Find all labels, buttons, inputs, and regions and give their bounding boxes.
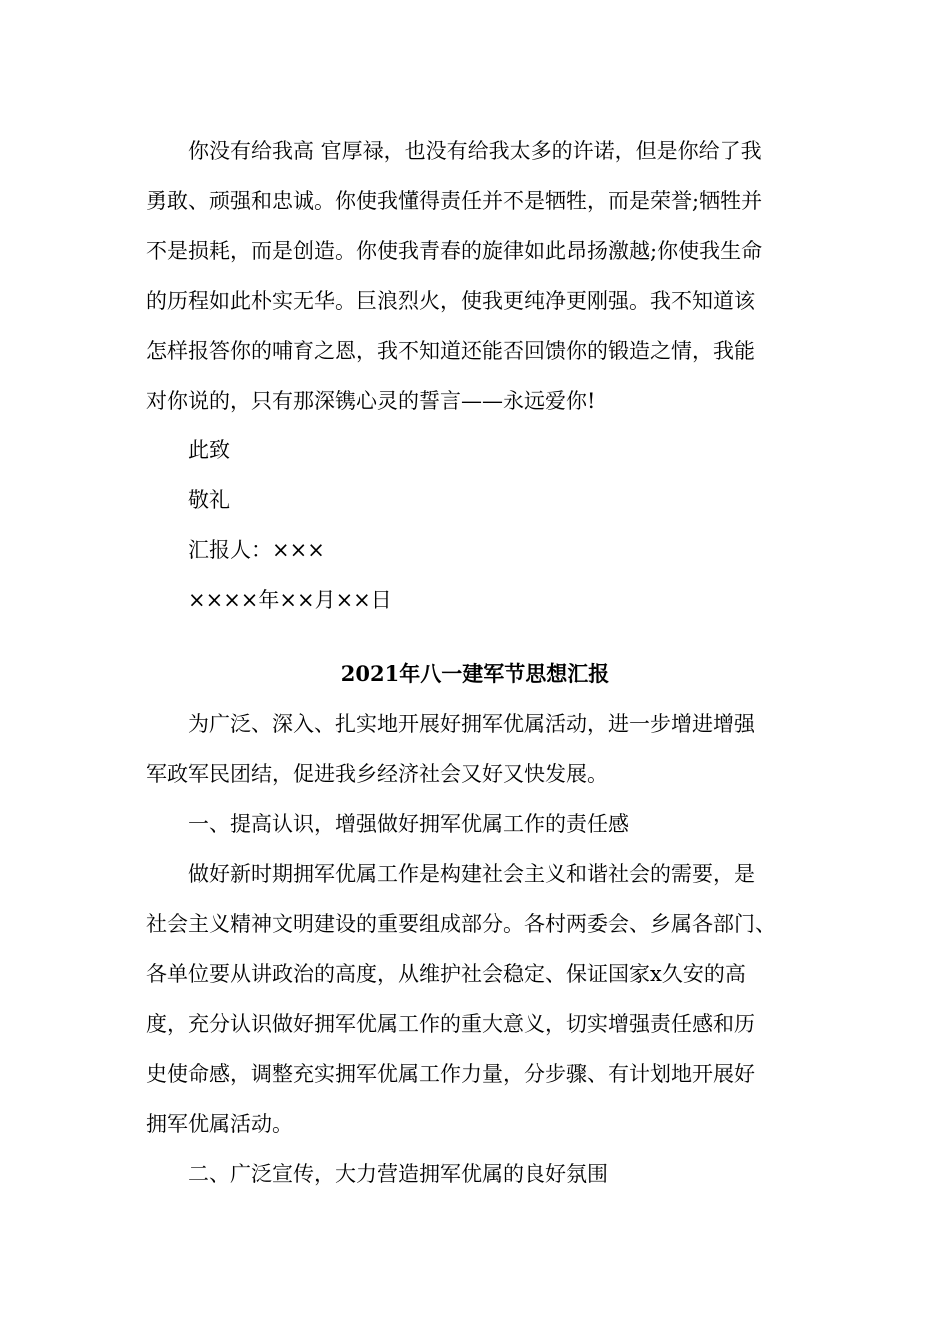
section-heading-2: 二、广泛宣传，大力营造拥军优属的良好氛围 [146,1162,608,1186]
article-line: 各单位要从讲政治的高度，从维护社会稳定、保证国家x久安的高 [146,962,746,986]
article-line: 拥军优属活动。 [146,1112,293,1136]
article-title: 2021年八一建军节思想汇报 [340,661,610,686]
closing-regards: 敬礼 [146,488,230,512]
article-line: 军政军民团结，促进我乡经济社会又好又快发展。 [146,762,608,786]
reporter-signature: 汇报人：××× [146,538,325,562]
article-line: 度，充分认识做好拥军优属工作的重大意义，切实增强责任感和历 [146,1012,755,1036]
article-line: 做好新时期拥军优属工作是构建社会主义和谐社会的需要，是 [146,862,755,886]
letter-date: ××××年××月××日 [146,588,392,612]
article-line: 史使命感，调整充实拥军优属工作力量，分步骤、有计划地开展好 [146,1062,755,1086]
letter-line: 勇敢、顽强和忠诚。你使我懂得责任并不是牺牲，而是荣誉;牺牲并 [146,189,763,213]
letter-line: 不是损耗，而是创造。你使我青春的旋律如此昂扬激越;你使我生命 [146,239,763,263]
letter-line: 的历程如此朴实无华。巨浪烈火，使我更纯净更刚强。我不知道该 [146,289,755,313]
letter-line: 对你说的，只有那深镌心灵的誓言——永远爱你! [146,389,596,413]
letter-line: 怎样报答你的哺育之恩，我不知道还能否回馈你的锻造之情，我能 [146,339,755,363]
article-line: 社会主义精神文明建设的重要组成部分。各村两委会、乡属各部门、 [146,912,776,936]
article-line: 为广泛、深入、扎实地开展好拥军优属活动，进一步增进增强 [146,712,755,736]
letter-line: 你没有给我高 官厚禄，也没有给我太多的许诺，但是你给了我 [146,139,762,163]
closing-salutation: 此致 [146,438,230,462]
section-heading-1: 一、提高认识，增强做好拥军优属工作的责任感 [146,812,629,836]
